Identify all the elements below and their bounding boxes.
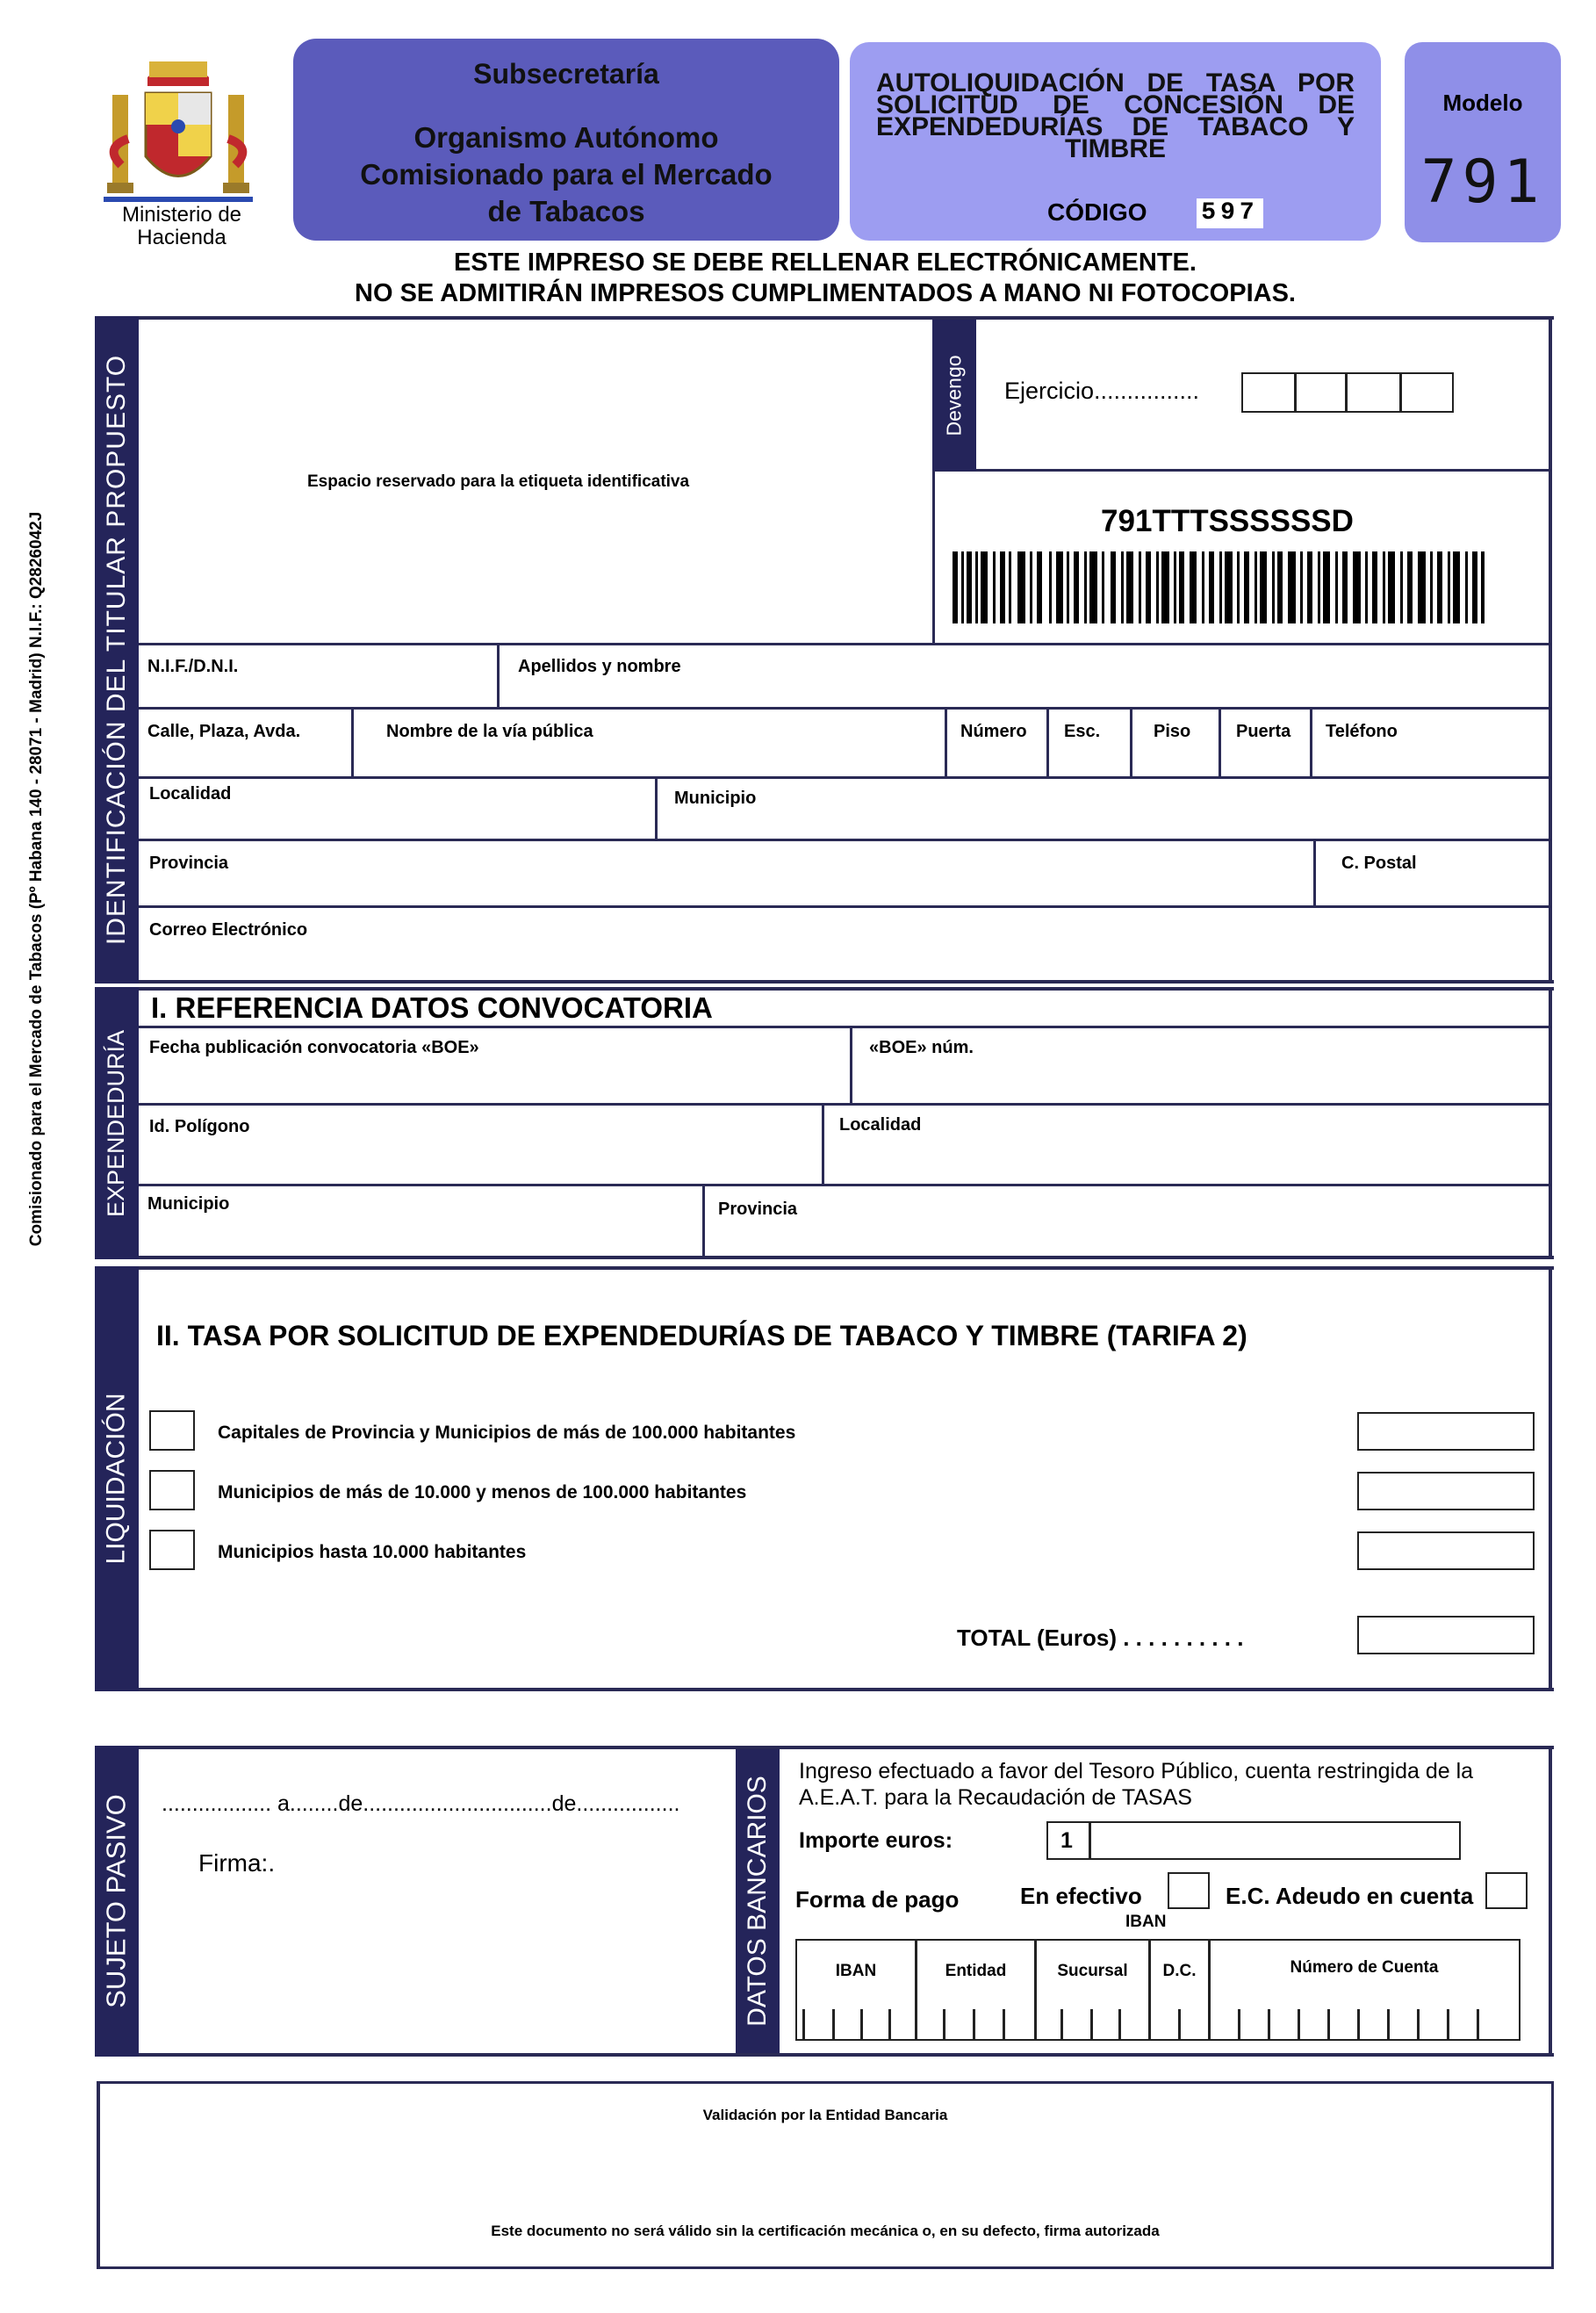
- organism-box: [293, 39, 839, 241]
- option-3-checkbox[interactable]: [149, 1530, 195, 1570]
- exp-localidad-label: Localidad: [839, 1115, 922, 1135]
- importe-prefix: 1: [1060, 1828, 1073, 1853]
- via-input[interactable]: [355, 711, 943, 776]
- bancarios-section-label: DATOS BANCARIOS: [736, 1749, 780, 2053]
- puerta-label: Puerta: [1236, 722, 1291, 741]
- col-dc: D.C.: [1162, 1962, 1197, 1980]
- option-1-checkbox[interactable]: [149, 1410, 195, 1451]
- cpostal-label: C. Postal: [1341, 854, 1417, 873]
- provincia-input[interactable]: [140, 843, 1312, 904]
- total-amount[interactable]: [1357, 1616, 1535, 1654]
- total-label: TOTAL (Euros) . . . . . . . . . .: [957, 1625, 1244, 1651]
- modelo-label: Modelo: [1442, 90, 1523, 116]
- modelo-number: 791: [1420, 148, 1545, 217]
- exp-provincia-input[interactable]: [706, 1187, 1549, 1256]
- barcode-image: [953, 551, 1485, 623]
- notice-line-2: NO SE ADMITIRÁN IMPRESOS CUMPLIMENTADOS A MANO NI FOTOCOPIAS.: [355, 279, 1296, 307]
- option-1-amount[interactable]: [1357, 1412, 1535, 1451]
- fecha-boe-label: Fecha publicación convocatoria «BOE»: [149, 1038, 479, 1057]
- col-sucursal: Sucursal: [1057, 1962, 1128, 1980]
- col-numero-cuenta: Número de Cuenta: [1290, 1958, 1439, 1977]
- localidad-input[interactable]: [140, 782, 653, 838]
- importe-label: Importe euros:: [799, 1828, 953, 1853]
- telefono-label: Teléfono: [1326, 722, 1398, 741]
- sujeto-date-line: .................. a........de...............................de.................: [162, 1791, 680, 1816]
- municipio-label: Municipio: [674, 789, 757, 808]
- sujeto-section-label: SUJETO PASIVO: [95, 1746, 139, 2057]
- esc-label: Esc.: [1064, 722, 1101, 741]
- correo-input[interactable]: [140, 910, 1549, 978]
- efectivo-checkbox[interactable]: [1168, 1872, 1210, 1909]
- ministry-name: Ministerio de Hacienda: [121, 203, 242, 249]
- localidad-label: Localidad: [149, 784, 232, 803]
- option-1-label: Capitales de Provincia y Municipios de más de 100.000 habitantes: [218, 1423, 796, 1443]
- validacion-title: Validación por la Entidad Bancaria: [702, 2107, 948, 2123]
- org-title: Subsecretaría: [473, 58, 659, 90]
- validacion-note: Este documento no será válido sin la certificación mecánica o, en su defecto, firma autorizada: [491, 2223, 1160, 2239]
- expendeduria-heading: I. REFERENCIA DATOS CONVOCATORIA: [151, 991, 713, 1024]
- form-title-box: [850, 42, 1381, 241]
- boe-num-label: «BOE» núm.: [869, 1038, 974, 1057]
- exp-municipio-input[interactable]: [140, 1187, 701, 1256]
- notice-line-1: ESTE IMPRESO SE DEBE RELLENAR ELECTRÓNICAMENTE.: [454, 249, 1197, 277]
- col-iban: IBAN: [835, 1962, 877, 1980]
- numero-label: Número: [960, 722, 1027, 741]
- col-entidad: Entidad: [945, 1962, 1007, 1980]
- ejercicio-year-input[interactable]: [1241, 372, 1454, 413]
- option-3-amount[interactable]: [1357, 1531, 1535, 1570]
- expendeduria-section-label: EXPENDEDURÍA: [95, 987, 139, 1259]
- org-subtitle: Organismo Autónomo Comisionado para el Mercado de Tabacos: [360, 121, 773, 227]
- validacion-box: [97, 2081, 1554, 2269]
- liquidacion-section-label: LIQUIDACIÓN: [95, 1266, 139, 1691]
- option-2-label: Municipios de más de 10.000 y menos de 100.000 habitantes: [218, 1482, 747, 1502]
- exp-localidad-input[interactable]: [825, 1106, 1549, 1184]
- sujeto-date-input[interactable]: [162, 1783, 720, 1821]
- calle-label: Calle, Plaza, Avda.: [147, 722, 301, 741]
- provincia-label: Provincia: [149, 854, 229, 873]
- forma-pago-label: Forma de pago: [795, 1886, 960, 1913]
- coat-of-arms-logo: [95, 42, 262, 209]
- firma-area[interactable]: [149, 1888, 711, 2046]
- importe-input[interactable]: [1046, 1821, 1461, 1860]
- devengo-label: Devengo: [932, 320, 976, 471]
- ingreso-text: Ingreso efectuado a favor del Tesoro Público, cuenta restringida de la A.E.A.T. para la Recaudación de TASAS: [799, 1759, 1474, 1810]
- nif-label: N.I.F./D.N.I.: [147, 657, 239, 676]
- codigo-value: 597: [1197, 198, 1263, 228]
- option-2-amount[interactable]: [1357, 1472, 1535, 1510]
- fecha-boe-input[interactable]: [140, 1029, 848, 1103]
- nombre-via-label: Nombre de la vía pública: [386, 722, 593, 741]
- nif-input[interactable]: [140, 646, 495, 706]
- poligono-input[interactable]: [140, 1106, 820, 1184]
- firma-label: Firma:.: [198, 1849, 276, 1877]
- adeudo-label: E.C. Adeudo en cuenta: [1226, 1883, 1474, 1909]
- municipio-input[interactable]: [660, 782, 1549, 838]
- ejercicio-label: Ejercicio................: [1004, 378, 1200, 404]
- modelo-box: [1405, 42, 1561, 242]
- option-2-checkbox[interactable]: [149, 1470, 195, 1510]
- barcode-text: 791TTTSSSSSSD: [1101, 504, 1354, 538]
- boe-num-input[interactable]: [853, 1029, 1549, 1103]
- apellidos-label: Apellidos y nombre: [518, 657, 681, 676]
- efectivo-label: En efectivo: [1020, 1883, 1142, 1909]
- account-grid[interactable]: [795, 1939, 1521, 2041]
- codigo-label: CÓDIGO: [1047, 198, 1147, 226]
- iban-top-label: IBAN: [1125, 1913, 1167, 1931]
- liquidacion-heading: II. TASA POR SOLICITUD DE EXPENDEDURÍAS DE TABACO Y TIMBRE (TARIFA 2): [156, 1320, 1247, 1351]
- exp-municipio-label: Municipio: [147, 1194, 230, 1214]
- titular-section-label: IDENTIFICACIÓN DEL TITULAR PROPUESTO: [95, 316, 139, 984]
- correo-label: Correo Electrónico: [149, 920, 308, 940]
- adeudo-checkbox[interactable]: [1485, 1872, 1528, 1909]
- piso-label: Piso: [1154, 722, 1191, 741]
- poligono-label: Id. Polígono: [149, 1117, 250, 1136]
- apellidos-input[interactable]: [500, 646, 1549, 706]
- exp-provincia-label: Provincia: [718, 1200, 798, 1219]
- label-space-text: Espacio reservado para la etiqueta identificativa: [307, 472, 690, 491]
- form-title: AUTOLIQUIDACIÓN DE TASA POR SOLICITUD DE CONCESIÓN DE EXPENDEDURÍAS DE TABACO Y TIMBRE: [876, 68, 1355, 163]
- option-3-label: Municipios hasta 10.000 habitantes: [218, 1542, 527, 1562]
